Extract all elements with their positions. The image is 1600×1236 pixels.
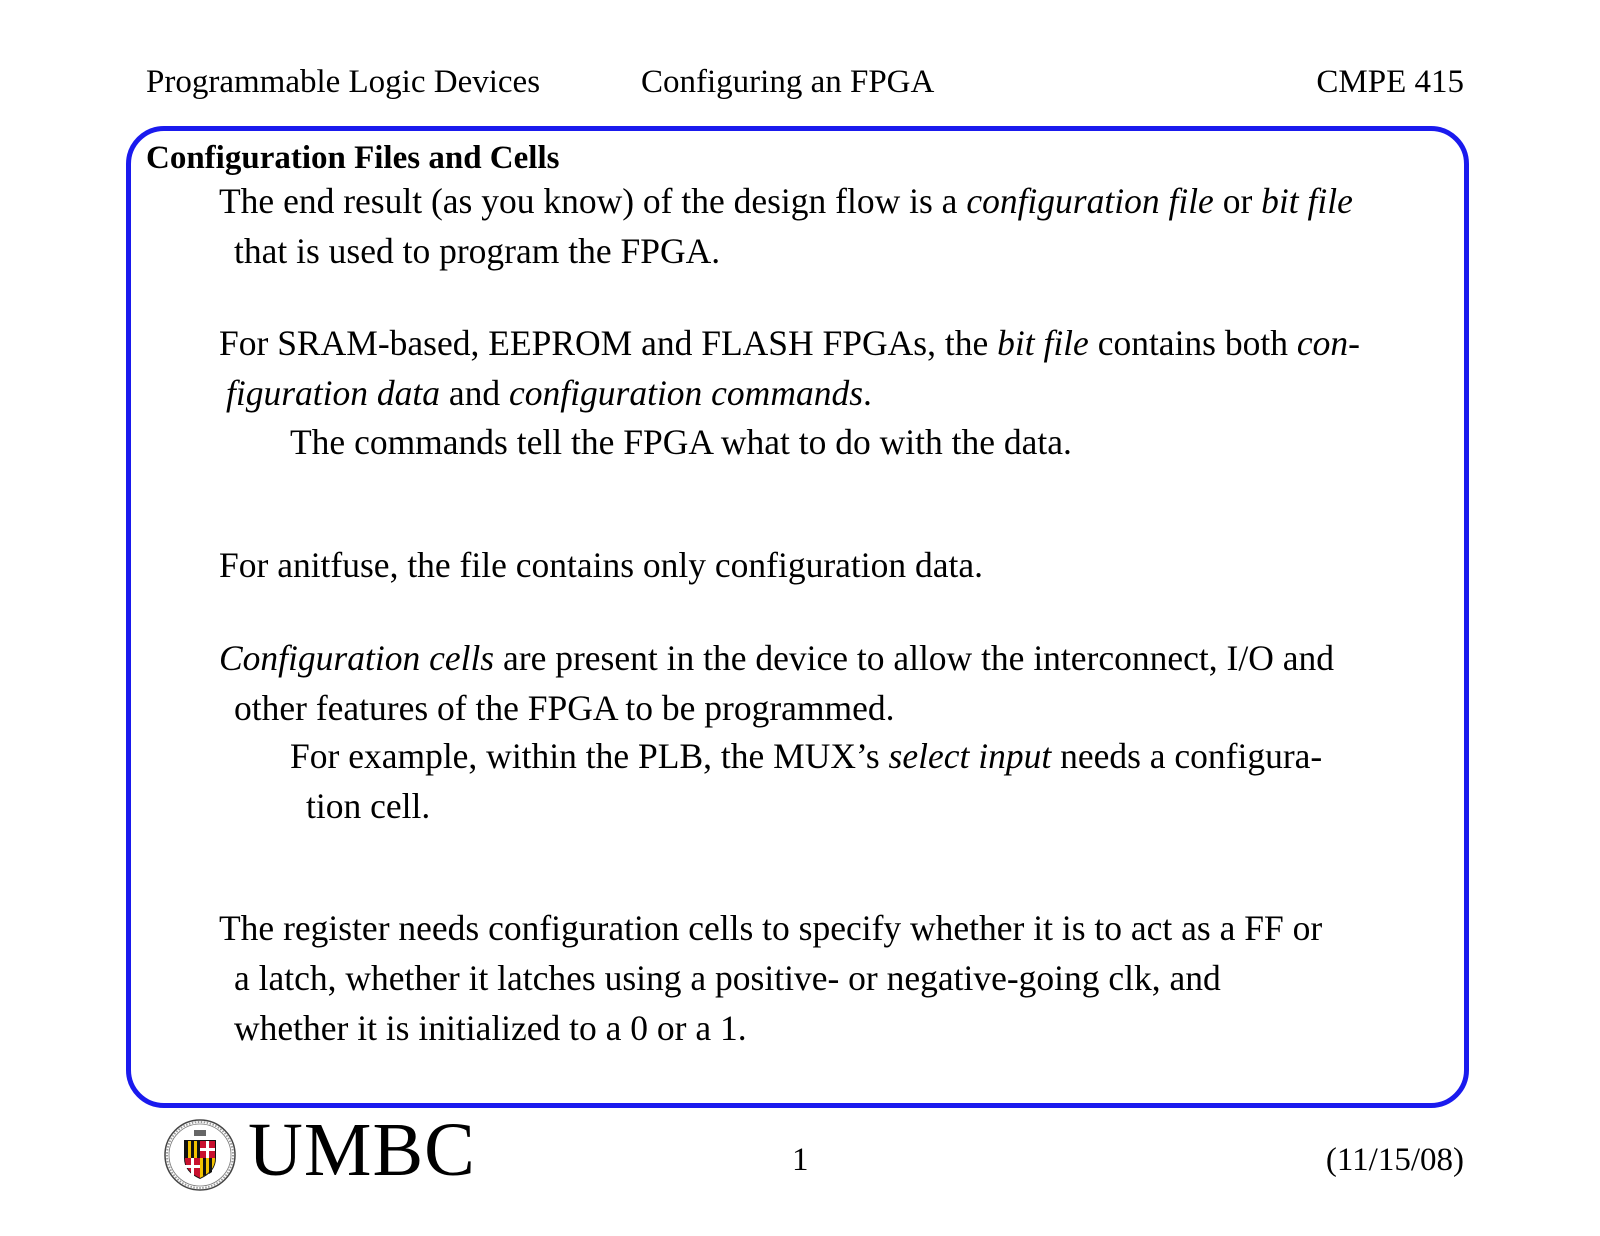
paragraph-sram-flash — [219, 318, 1360, 418]
paragraph-line: For SRAM-based, EEPROM and FLASH FPGAs, the bit file contains both con- — [219, 323, 1360, 363]
footer-date: (11/15/08) — [1325, 1142, 1464, 1178]
paragraph-line: that is used to program the FPGA. — [234, 231, 721, 271]
paragraph-line: Configuration cells are present in the device to allow the interconnect, I/O and — [219, 638, 1334, 678]
university-seal-icon — [163, 1118, 237, 1192]
paragraph-register — [219, 903, 1322, 1053]
paragraph-line: For example, within the PLB, the MUX’s select input needs a configura- — [290, 736, 1323, 776]
header-topic: Configuring an FPGA — [641, 64, 935, 100]
paragraph-line: The commands tell the FPGA what to do with the data. — [290, 422, 1072, 462]
paragraph-commands — [290, 417, 1072, 467]
paragraph-line: tion cell. — [306, 786, 431, 826]
footer-brand: UMBC — [248, 1108, 476, 1192]
slide-title: Configuration Files and Cells — [146, 140, 560, 176]
paragraph-line: The register needs configuration cells to specify whether it is to act as a FF or — [219, 908, 1323, 948]
paragraph-line: For anitfuse, the file contains only configuration data. — [219, 545, 984, 585]
paragraph-antifuse — [219, 540, 983, 590]
header-course-code: CMPE 415 — [1316, 64, 1464, 100]
paragraph-config-cells — [219, 633, 1334, 733]
paragraph-line: other features of the FPGA to be programmed. — [234, 688, 895, 728]
header-course-title: Programmable Logic Devices — [146, 64, 541, 100]
paragraph-plb-example — [290, 731, 1322, 831]
page-number: 1 — [792, 1142, 809, 1178]
paragraph-bit-file — [219, 176, 1353, 276]
paragraph-line: a latch, whether it latches using a positive- or negative-going clk, and — [234, 958, 1221, 998]
paragraph-line: figuration data and configuration commands. — [226, 373, 872, 413]
paragraph-line: The end result (as you know) of the design flow is a configuration file or bit file — [219, 181, 1353, 221]
paragraph-line: whether it is initialized to a 0 or a 1. — [234, 1008, 747, 1048]
